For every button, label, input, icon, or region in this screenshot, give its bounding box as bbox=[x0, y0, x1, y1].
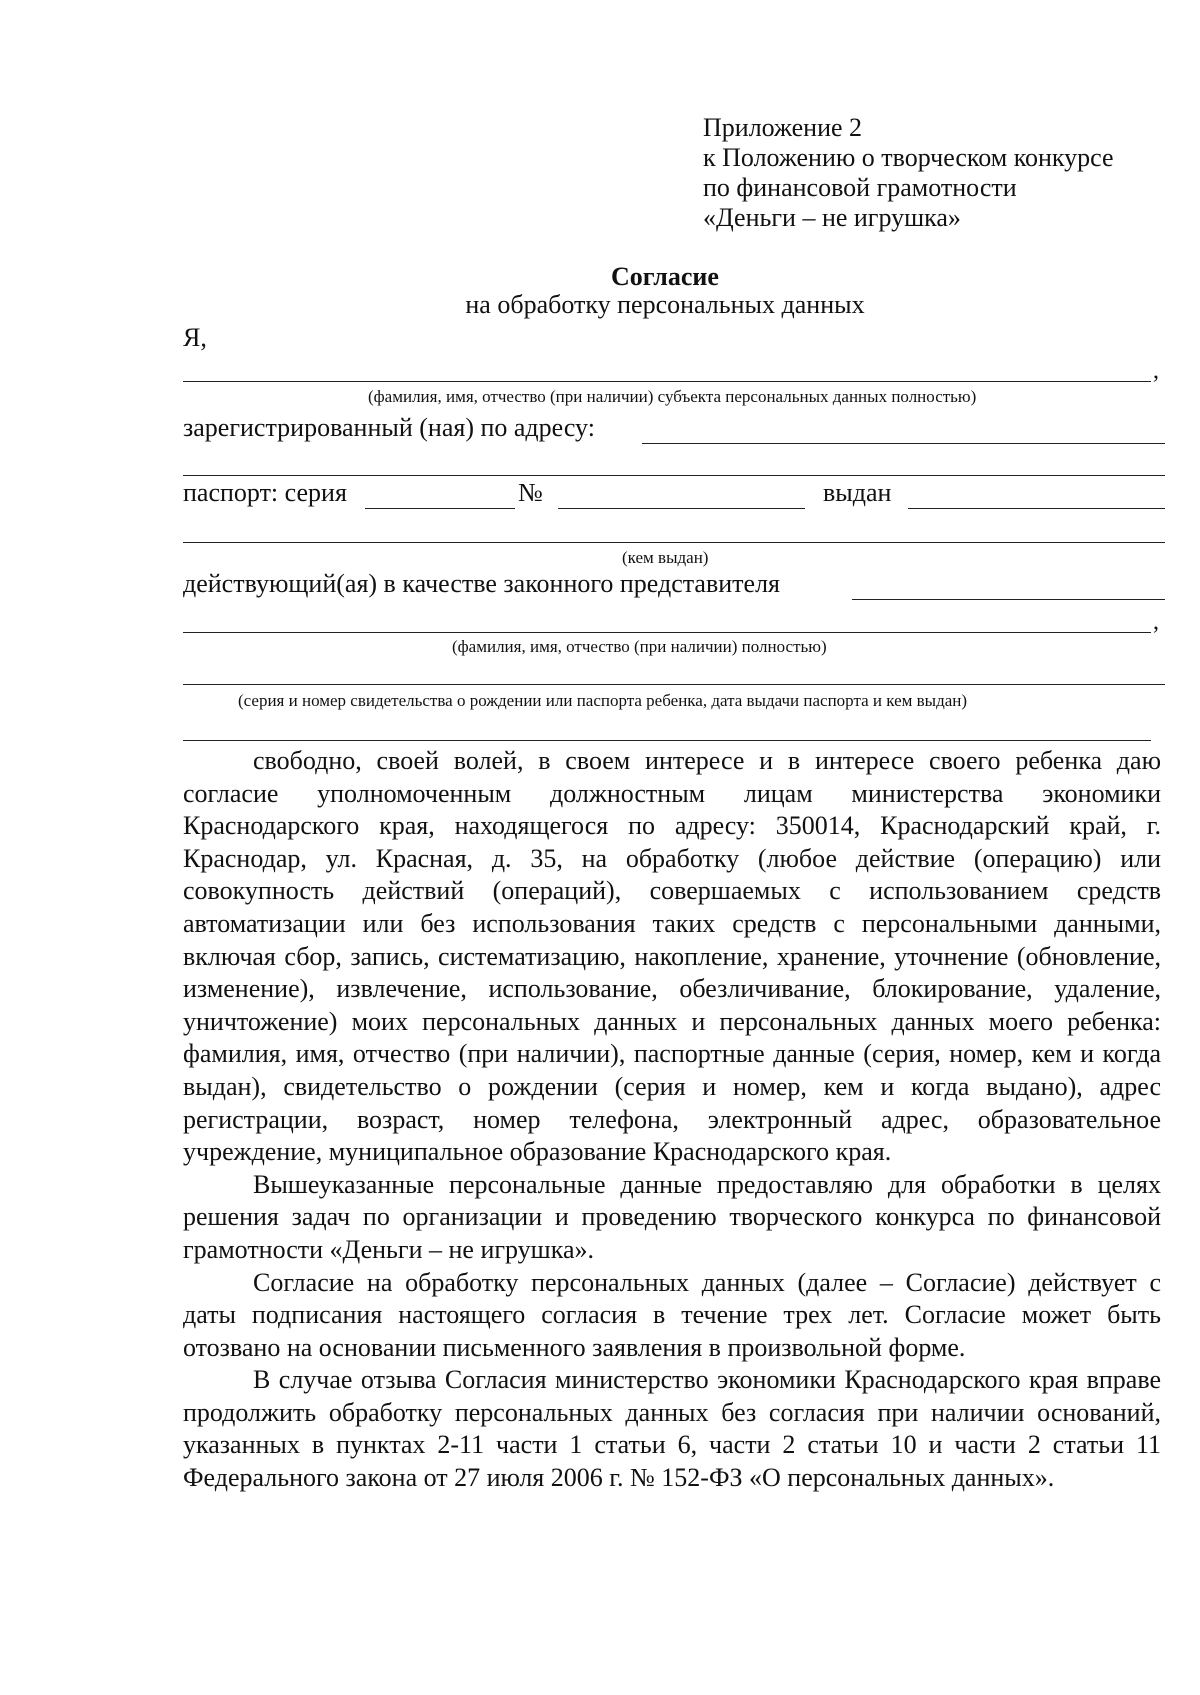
passport-series-field[interactable] bbox=[365, 508, 515, 509]
passport-number-label: № bbox=[518, 478, 543, 507]
representative-label: действующий(ая) в качестве законного представителя bbox=[183, 569, 780, 598]
document-title: Согласие bbox=[611, 262, 719, 291]
caption-fio: (фамилия, имя, отчество (при наличии) полностью) bbox=[452, 637, 827, 656]
issued-label: выдан bbox=[823, 478, 892, 507]
body-paragraph-4: В случае отзыва Согласия министерство экономики Краснодарского края вправе продолжить обработку персональных данных без согласия при наличии оснований, указанных в пунктах 2-11 части 1 статьи 6, части 2 статьи 10 и части 2 статьи 11 Федерального закона от 27 июля 2006 г. № 152-ФЗ «О персональных данных». bbox=[183, 1365, 1161, 1493]
caption-certificate: (серия и номер свидетельства о рождении или паспорта ребенка, дата выдачи паспорта и кем выдан) bbox=[238, 691, 968, 710]
address-field[interactable] bbox=[642, 443, 1165, 444]
child-fio-field[interactable] bbox=[183, 632, 1151, 633]
appendix-line: Приложение 2 bbox=[703, 113, 863, 142]
child-fio-comma: , bbox=[1153, 609, 1159, 635]
appendix-line: по финансовой грамотности bbox=[703, 173, 1017, 202]
caption-fio-subject: (фамилия, имя, отчество (при наличии) субъекта персональных данных полностью) bbox=[368, 387, 977, 406]
body-paragraph-1: свободно, своей волей, в своем интересе и в интересе своего ребенка даю согласие уполномоченным должностным лицам министерства экономики Краснодарского края, находящегося по адресу: 350014, Краснодарский край, г. Краснодар, ул. Красная, д. 35, на обработку (любое действие (операцию) или совокупность действий (операций), совершаемых с использованием средств автоматизации или без использования таких средств с персональными данными, включая сбор, запись, систематизацию, накопление, хранение, уточнение (обновление, изменение), извлечение, использование, обезличивание, блокирование, удаление, уничтожение) моих персональных данных и персональных данных моего ребенка: фамилия, имя, отчество (при наличии), паспортные данные (серия, номер, кем и когда выдан), свидетельство о рождении (серия и номер, кем и когда выдано), адрес регистрации, возраст, номер телефона, электронный адрес, образовательное учреждение, муниципальное образование Краснодарского края. bbox=[183, 746, 1161, 1167]
representative-field[interactable] bbox=[852, 599, 1165, 600]
body-paragraph-3: Согласие на обработку персональных данных (далее – Согласие) действует с даты подписания настоящего согласия в течение трех лет. Согласие может быть отозвано на основании письменного заявления в произвольной форме. bbox=[183, 1267, 1161, 1362]
fio-comma: , bbox=[1153, 358, 1159, 384]
registered-address-label: зарегистрированный (ная) по адресу: bbox=[183, 413, 595, 442]
passport-series-label: паспорт: серия bbox=[183, 478, 347, 507]
fio-subject-field[interactable] bbox=[183, 381, 1151, 382]
pronoun-ya: Я, bbox=[183, 323, 207, 352]
issued-by-field[interactable] bbox=[183, 542, 1165, 543]
passport-number-field[interactable] bbox=[558, 508, 805, 509]
issued-date-field[interactable] bbox=[908, 508, 1165, 509]
document-subtitle: на обработку персональных данных bbox=[465, 290, 865, 319]
body-paragraph-2: Вышеуказанные персональные данные предоставляю для обработки в целях решения задач по организации и проведению творческого конкурса по финансовой грамотности «Деньги – не игрушка». bbox=[183, 1169, 1161, 1264]
appendix-line: к Положению о творческом конкурсе bbox=[703, 143, 1114, 172]
consent-body bbox=[183, 745, 1161, 1495]
caption-issued-by: (кем выдан) bbox=[622, 548, 709, 567]
address-field-continued[interactable] bbox=[183, 475, 1165, 476]
appendix-header bbox=[703, 113, 1114, 233]
certificate-field[interactable] bbox=[183, 684, 1165, 685]
appendix-line: «Деньги – не игрушка» bbox=[703, 203, 961, 232]
certificate-field-continued[interactable] bbox=[183, 740, 1151, 741]
